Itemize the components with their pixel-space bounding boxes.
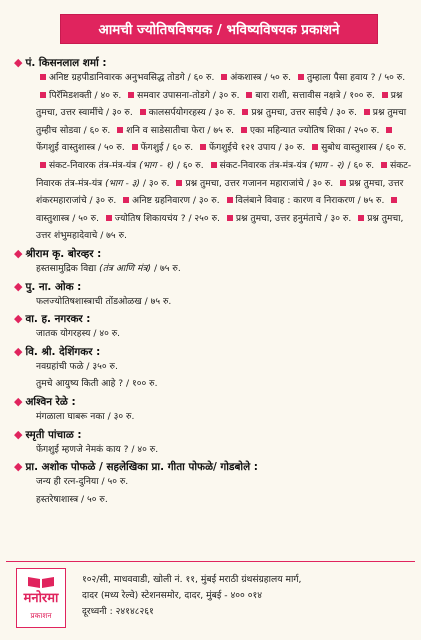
book-entry bbox=[124, 91, 239, 101]
book-title: प्रश्न तुमचा तुम्हीच सोडवा / ६० रु. bbox=[36, 108, 407, 136]
book-title: ज्योतिष शिकायचंय ? / २५० रु. bbox=[114, 213, 220, 224]
book-entry bbox=[36, 445, 158, 455]
book-entry bbox=[207, 161, 375, 171]
square-bullet-icon bbox=[227, 215, 233, 221]
book-list bbox=[36, 326, 414, 344]
book-title: मंगळाला घाबरू नका / ३० रु. bbox=[36, 411, 135, 422]
author-heading bbox=[14, 280, 414, 294]
square-bullet-icon bbox=[298, 74, 304, 80]
book-list bbox=[36, 359, 414, 394]
book-title: पिरॅमिडशक्ती / ४० रु. bbox=[49, 90, 122, 101]
book-title: समवार उपासना-तोडगे / ३० रु. bbox=[137, 90, 240, 101]
book-entry bbox=[242, 91, 374, 101]
book-title: बारा राशी, सत्तावीस नक्षत्रे / १०० रु. bbox=[255, 90, 375, 101]
square-bullet-icon bbox=[227, 197, 233, 203]
book-title: प्रश्न तुमचा, उत्तर हनुमंताचे / ३० रु. bbox=[235, 213, 352, 224]
book-entry bbox=[36, 379, 158, 389]
book-entry bbox=[102, 214, 220, 224]
open-book-icon bbox=[27, 575, 55, 589]
book-entry bbox=[36, 161, 204, 171]
author-name: श्रीराम कृ. बोरव्हर : bbox=[25, 247, 102, 260]
author-name: वा. ह. नगरकर : bbox=[25, 313, 91, 326]
book-entry bbox=[172, 179, 333, 189]
book-entry bbox=[223, 214, 351, 224]
book-list bbox=[36, 409, 414, 427]
book-list bbox=[36, 70, 414, 246]
book-entry bbox=[308, 143, 406, 153]
book-title: संकट-निवारक तंत्र-मंत्र-यंत्र bbox=[49, 160, 137, 171]
book-entry bbox=[136, 108, 236, 118]
book-entry bbox=[36, 412, 134, 422]
book-title: फेंगशुई वास्तुशास्त्र / ५० रु. bbox=[36, 143, 125, 154]
book-entry bbox=[237, 126, 379, 136]
book-title: अनिष्ट ग्रहनिवारण / ३० रु. bbox=[132, 196, 220, 207]
book-title: सुबोध वास्तुशास्त्र / ६० रु. bbox=[321, 143, 407, 154]
catalog-title-banner bbox=[60, 14, 378, 44]
book-entry bbox=[36, 73, 214, 83]
square-bullet-icon bbox=[106, 215, 112, 221]
book-title: हस्तसामुद्रिक विद्या bbox=[36, 263, 97, 274]
logo-subtitle: प्रकाशन bbox=[30, 611, 52, 620]
square-bullet-icon bbox=[340, 180, 346, 186]
book-title: फेंगशुई म्हणजे नेमकं काय ? / ४० रु. bbox=[36, 444, 159, 455]
book-subtitle: (भाग - ३) bbox=[105, 178, 140, 189]
address-line-2: दादर (मध्य रेल्वे) स्टेशनसमोर, दादर, मुंबई - ४०० ०१४ bbox=[82, 590, 263, 601]
book-entry bbox=[36, 264, 181, 274]
book-title: प्रश्न तुमचा, उत्तर शंकरमहाराजांचे / ३० रु. bbox=[36, 178, 404, 207]
square-bullet-icon bbox=[386, 127, 392, 133]
square-bullet-icon bbox=[117, 127, 123, 133]
book-title: संकट-निवारक तंत्र-मंत्र-यंत्र bbox=[219, 160, 307, 171]
square-bullet-icon bbox=[246, 92, 252, 98]
book-price: / ६० रु. bbox=[176, 160, 204, 171]
book-subtitle: (भाग - १) bbox=[139, 160, 175, 171]
book-title: नवग्रहांची फळे / ३५० रु. bbox=[36, 361, 118, 372]
square-bullet-icon bbox=[123, 197, 129, 203]
book-subtitle: (भाग - २) bbox=[309, 160, 345, 171]
square-bullet-icon bbox=[40, 162, 46, 168]
square-bullet-icon bbox=[242, 109, 248, 115]
square-bullet-icon bbox=[221, 74, 227, 80]
square-bullet-icon bbox=[200, 144, 206, 150]
book-entry bbox=[36, 477, 128, 487]
book-entry bbox=[36, 91, 121, 101]
author-name: स्मृती पांचाळ : bbox=[25, 428, 82, 441]
book-subtitle: (तंत्र आणि मंत्र) bbox=[99, 263, 152, 274]
author-heading bbox=[14, 345, 414, 359]
book-title: जातक योगरहस्य / ४० रु. bbox=[36, 329, 121, 340]
book-title: विलंबाने विवाह : कारण व निराकरण / ७५ रु. bbox=[235, 196, 385, 207]
square-bullet-icon bbox=[211, 162, 217, 168]
square-bullet-icon bbox=[40, 92, 46, 98]
logo-title: मनोरमा bbox=[23, 591, 59, 606]
square-bullet-icon bbox=[140, 109, 146, 115]
book-title: हस्तरेषाशास्त्र / ५० रु. bbox=[36, 494, 108, 505]
publisher-address bbox=[82, 572, 408, 620]
square-bullet-icon bbox=[358, 215, 364, 221]
book-title: फेंगशुईचे १२१ उपाय / ३० रु. bbox=[209, 143, 306, 154]
book-title: संकट-निवारक तंत्र-मंत्र-यंत्र bbox=[36, 160, 412, 189]
author-heading bbox=[14, 247, 414, 261]
publisher-logo bbox=[16, 568, 66, 628]
book-entry bbox=[217, 73, 291, 83]
book-title: प्रश्न तुमचा, उत्तर शंभुमहादेवाचे / ७५ रु. bbox=[36, 213, 404, 242]
book-title: तुम्हाला पैसा हवाय ? / ५० रु. bbox=[306, 73, 406, 83]
book-title: प्रश्न तुमचा, उत्तर स्वामींचे / ३० रु. bbox=[36, 90, 403, 119]
catalog-title: आमची ज्योतिषविषयक / भविष्यविषयक प्रकाशने bbox=[98, 22, 340, 38]
author-section bbox=[14, 56, 414, 246]
author-name: पं. किसनलाल शर्मा : bbox=[25, 57, 107, 69]
author-name: पु. ना. ओक : bbox=[25, 280, 82, 293]
square-bullet-icon bbox=[128, 92, 134, 98]
book-entry bbox=[113, 126, 234, 136]
square-bullet-icon bbox=[382, 92, 388, 98]
diamond-bullet-icon: ◆ bbox=[14, 427, 23, 441]
author-heading bbox=[14, 428, 414, 442]
book-entry bbox=[36, 297, 171, 307]
book-title: प्रश्न तुमचा, उत्तर गजानन महाराजांचे / ३० रु. bbox=[185, 178, 334, 189]
square-bullet-icon bbox=[312, 144, 318, 150]
author-section bbox=[14, 345, 414, 394]
publisher-footer bbox=[6, 561, 415, 632]
catalog-page bbox=[6, 6, 415, 634]
diamond-bullet-icon: ◆ bbox=[14, 56, 23, 69]
book-entry bbox=[196, 143, 305, 153]
book-title: एका महिन्यात ज्योतिष शिका / २५० रु. bbox=[250, 125, 380, 136]
square-bullet-icon bbox=[364, 109, 370, 115]
phone-number: दूरध्वनी : २४१४८२६१ bbox=[82, 606, 154, 617]
author-heading bbox=[14, 460, 414, 474]
book-price: / ३० रु. bbox=[142, 178, 170, 189]
author-section bbox=[14, 395, 414, 427]
author-heading bbox=[14, 312, 414, 326]
author-section bbox=[14, 312, 414, 344]
diamond-bullet-icon: ◆ bbox=[14, 344, 23, 358]
square-bullet-icon bbox=[40, 74, 46, 80]
book-title: जन्य ही रत्न-दुनिया / ५० रु. bbox=[36, 477, 129, 488]
square-bullet-icon bbox=[176, 180, 182, 186]
book-title: फलज्योतिषशास्त्राची तोंडओळख / ७५ रु. bbox=[36, 296, 172, 307]
book-list bbox=[36, 294, 414, 312]
square-bullet-icon bbox=[241, 127, 247, 133]
square-bullet-icon bbox=[381, 162, 387, 168]
book-entry bbox=[223, 196, 385, 206]
book-entry bbox=[36, 329, 120, 339]
book-price: / ७५ रु. bbox=[154, 263, 181, 274]
diamond-bullet-icon: ◆ bbox=[14, 460, 23, 474]
address-line-1: १०२/सी, माधववाडी, खोली नं. ११, मुंबई मराठी ग्रंथसंग्रहालय मार्ग, bbox=[82, 574, 302, 585]
book-entry bbox=[238, 108, 357, 118]
author-section bbox=[14, 460, 414, 509]
diamond-bullet-icon: ◆ bbox=[14, 312, 23, 326]
book-list bbox=[36, 442, 414, 460]
book-title: तुमचे आयुष्य किती आहे ? / १०० रु. bbox=[36, 379, 158, 390]
book-list bbox=[36, 474, 414, 509]
book-price: / ६० रु. bbox=[347, 160, 375, 171]
author-name: वि. श्री. देशिंगकर : bbox=[25, 345, 101, 358]
book-title: प्रश्न तुमचा, उत्तर साईंचे / ३० रु. bbox=[251, 108, 357, 119]
book-title: शनि व साडेसातीचा फेरा / ७५ रु. bbox=[126, 125, 235, 136]
author-name: अश्विन रेळे : bbox=[25, 395, 76, 408]
author-name: प्रा. अशोक पोफळे / सहलेखिका प्रा. गीता पोफळे/ गोडबोले : bbox=[25, 461, 258, 474]
author-heading bbox=[14, 56, 414, 70]
diamond-bullet-icon: ◆ bbox=[14, 394, 23, 408]
book-entry bbox=[36, 362, 118, 372]
book-list bbox=[36, 261, 414, 279]
author-section bbox=[14, 428, 414, 460]
book-entry bbox=[119, 196, 219, 206]
author-section bbox=[14, 280, 414, 312]
book-title: अनिष्ट ग्रहपीडानिवारक अनुभवसिद्ध तोडगे / ६० रु. bbox=[49, 73, 215, 83]
book-entry bbox=[294, 73, 405, 83]
book-title: कालसर्पयोगरहस्य / ३० रु. bbox=[148, 108, 236, 119]
diamond-bullet-icon: ◆ bbox=[14, 279, 23, 293]
book-entry bbox=[128, 143, 193, 153]
book-title: वास्तुशास्त्र / ५० रु. bbox=[36, 213, 99, 224]
book-title: अंकशास्त्र / ५० रु. bbox=[230, 73, 292, 83]
book-title: फेंगशुई / ६० रु. bbox=[140, 143, 194, 154]
author-heading bbox=[14, 395, 414, 409]
author-section bbox=[14, 247, 414, 279]
author-sections bbox=[14, 56, 414, 510]
diamond-bullet-icon: ◆ bbox=[14, 246, 23, 260]
square-bullet-icon bbox=[132, 144, 138, 150]
square-bullet-icon bbox=[391, 197, 397, 203]
book-entry bbox=[36, 495, 108, 505]
